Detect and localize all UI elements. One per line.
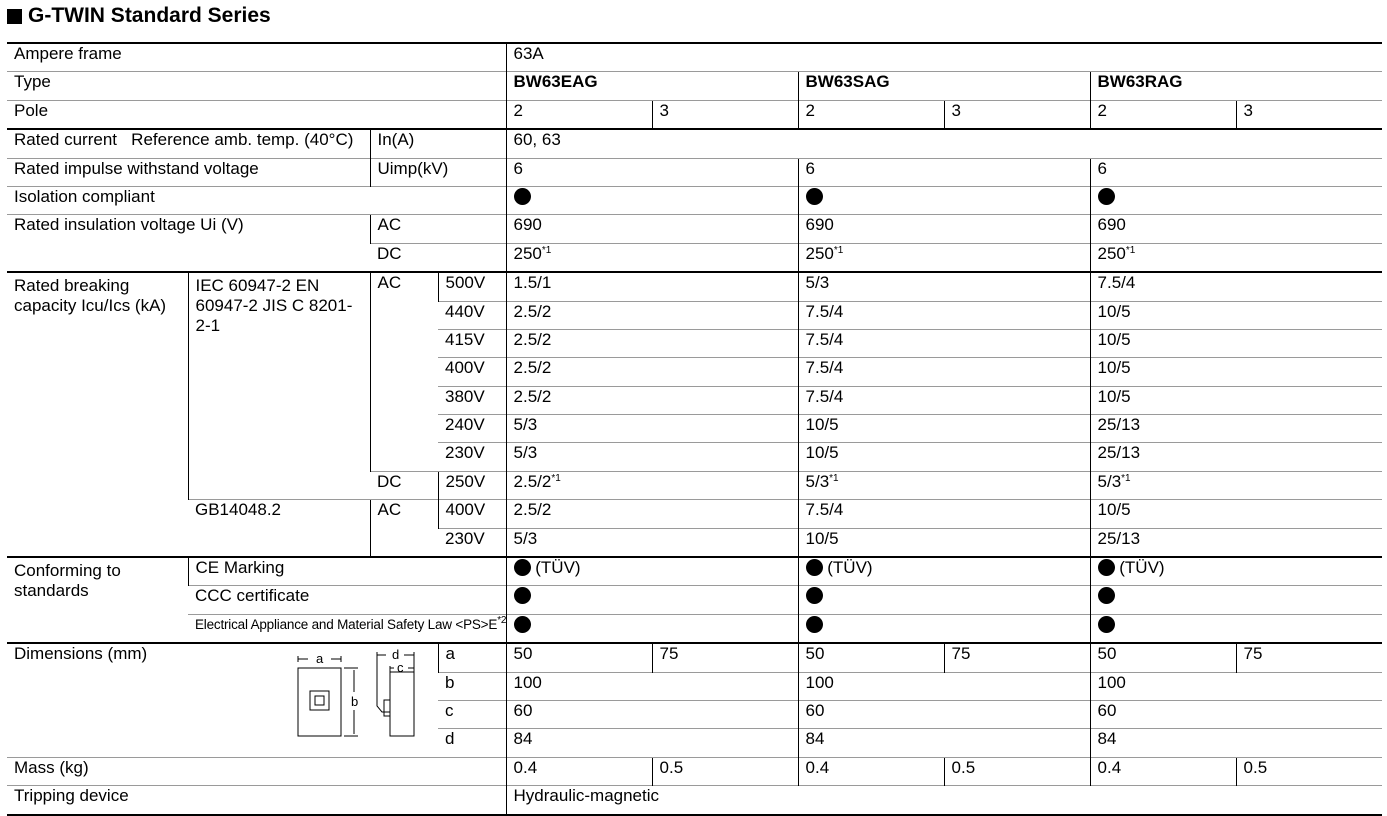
ccc-mark <box>506 586 798 614</box>
filled-circle-icon <box>806 587 823 604</box>
label-ac: AC <box>370 215 506 243</box>
dim-value: 100 <box>798 672 1090 700</box>
dim-key: c <box>438 700 506 728</box>
breaking-value: 5/3 <box>506 415 798 443</box>
dim-value: 50 <box>506 643 652 672</box>
label-ac: AC <box>370 500 438 557</box>
dim-letter: b <box>351 694 359 710</box>
breaking-value: 10/5 <box>798 528 1090 557</box>
voltage-label: 415V <box>438 329 506 357</box>
voltage-label: 230V <box>438 528 506 557</box>
pse-mark <box>798 614 1090 643</box>
breaking-value: 5/3 <box>506 443 798 471</box>
filled-circle-icon <box>1098 616 1115 633</box>
voltage-label: 400V <box>438 358 506 386</box>
breaking-value: 25/13 <box>1090 443 1382 471</box>
isolation-mark <box>1090 186 1382 214</box>
breaking-value: 10/5 <box>1090 386 1382 414</box>
label-uimp: Uimp(kV) <box>370 158 506 186</box>
dim-value: 84 <box>1090 729 1382 757</box>
footnote-mark: *2 <box>497 614 507 626</box>
footnote-mark: *1 <box>1121 472 1131 484</box>
label-conforming: Conforming to standards <box>7 557 188 643</box>
ce-mark: (TÜV) <box>506 557 798 586</box>
breaking-value: 7.5/4 <box>798 500 1090 528</box>
breaking-value: 10/5 <box>1090 329 1382 357</box>
value-tripping: Hydraulic-magnetic <box>506 786 1382 815</box>
table-row <box>7 557 1382 586</box>
label-iec-standards: IEC 60947-2 EN 60947-2 JIS C 8201-2-1 <box>188 272 370 500</box>
value-uimp: 6 <box>1090 158 1382 186</box>
label-breaking-capacity: Rated breaking capacity Icu/Ics (kA) <box>7 272 188 557</box>
value-ui-dc: 250$^{*1}$ <box>1090 243 1382 272</box>
voltage-label: 380V <box>438 386 506 414</box>
value-uimp: 6 <box>798 158 1090 186</box>
voltage-label: 230V <box>438 443 506 471</box>
pole-value: 3 <box>652 100 798 129</box>
breaking-value: 25/13 <box>1090 415 1382 443</box>
dim-letter: a <box>316 651 324 667</box>
voltage-label: 500V <box>438 272 506 301</box>
breaking-value: 5/3$^{*1}$ <box>798 471 1090 499</box>
label-tripping: Tripping device <box>7 786 506 815</box>
footnote-mark: *1 <box>829 472 839 484</box>
dim-value: 60 <box>798 700 1090 728</box>
table-row <box>7 757 1382 785</box>
title-text: G-TWIN Standard Series <box>28 4 271 27</box>
breaking-value: 7.5/4 <box>1090 272 1382 301</box>
voltage-label: 240V <box>438 415 506 443</box>
label-insulation: Rated insulation voltage Ui (V) <box>7 215 370 272</box>
breaking-value: 2.5/2 <box>506 386 798 414</box>
value-uimp: 6 <box>506 158 798 186</box>
footnote-mark: *1 <box>541 244 552 256</box>
breaking-value: 7.5/4 <box>798 358 1090 386</box>
pole-value: 2 <box>506 100 652 129</box>
breaking-value: 10/5 <box>798 443 1090 471</box>
table-row <box>7 43 1382 72</box>
dim-value: 84 <box>506 729 798 757</box>
label-in-a: In(A) <box>370 129 506 158</box>
table-row <box>7 158 1382 186</box>
breaking-value: 25/13 <box>1090 528 1382 557</box>
isolation-mark <box>798 186 1090 214</box>
model-type: BW63SAG <box>798 72 1090 100</box>
table-row <box>7 215 1382 243</box>
page-title <box>7 4 271 28</box>
ce-mark: (TÜV) <box>1090 557 1382 586</box>
dim-value: 60 <box>506 700 798 728</box>
dim-value: 100 <box>1090 672 1382 700</box>
dim-key: d <box>438 729 506 757</box>
filled-circle-icon <box>806 188 823 205</box>
breaking-value: 7.5/4 <box>798 329 1090 357</box>
filled-circle-icon <box>514 587 531 604</box>
mass-value: 0.5 <box>1236 757 1382 785</box>
dimensions-label-cell <box>7 643 438 757</box>
filled-circle-icon <box>806 559 823 576</box>
pse-mark <box>506 614 798 643</box>
label-dimensions: Dimensions (mm) <box>14 644 148 664</box>
table-row <box>7 586 1382 614</box>
footnote-mark: *1 <box>1125 244 1136 256</box>
dim-value: 84 <box>798 729 1090 757</box>
filled-circle-icon <box>1098 559 1115 576</box>
breaking-value: 10/5 <box>798 415 1090 443</box>
filled-circle-icon <box>806 616 823 633</box>
breaking-value: 10/5 <box>1090 301 1382 329</box>
breaking-value: 2.5/2 <box>506 329 798 357</box>
breaking-value: 2.5/2 <box>506 301 798 329</box>
breaking-value: 5/3$^{*1}$ <box>1090 471 1382 499</box>
breaking-value: 7.5/4 <box>798 386 1090 414</box>
mass-value: 0.4 <box>506 757 652 785</box>
value-ampere-frame: 63A <box>506 43 1382 72</box>
dim-value: 100 <box>506 672 798 700</box>
table-row <box>7 186 1382 214</box>
ccc-mark <box>798 586 1090 614</box>
breaking-value: 5/3 <box>798 272 1090 301</box>
pole-value: 3 <box>1236 100 1382 129</box>
value-ui-dc: 250$^{*1}$ <box>798 243 1090 272</box>
footnote-mark: *1 <box>833 244 844 256</box>
dim-value: 50 <box>798 643 944 672</box>
ccc-mark <box>1090 586 1382 614</box>
label-rated-current: Rated current Reference amb. temp. (40°C) <box>7 129 370 158</box>
dim-value: 75 <box>1236 643 1382 672</box>
spec-table <box>7 42 1382 816</box>
label-isolation: Isolation compliant <box>7 186 506 214</box>
pole-value: 3 <box>944 100 1090 129</box>
filled-circle-icon <box>1098 587 1115 604</box>
label-dc: DC <box>370 243 506 272</box>
label-mass: Mass (kg) <box>7 757 506 785</box>
filled-circle-icon <box>1098 188 1115 205</box>
breaking-value: 10/5 <box>1090 358 1382 386</box>
dim-value: 60 <box>1090 700 1382 728</box>
isolation-mark <box>506 186 798 214</box>
label-ac: AC <box>370 272 438 471</box>
square-bullet-icon <box>7 9 22 24</box>
pole-value: 2 <box>798 100 944 129</box>
mass-value: 0.4 <box>1090 757 1236 785</box>
breaking-value: 1.5/1 <box>506 272 798 301</box>
breaking-value: 10/5 <box>1090 500 1382 528</box>
label-ce-marking: CE Marking <box>188 557 506 586</box>
dim-key: b <box>438 672 506 700</box>
table-row <box>7 614 1382 643</box>
ce-mark: (TÜV) <box>798 557 1090 586</box>
filled-circle-icon <box>514 188 531 205</box>
voltage-label: 440V <box>438 301 506 329</box>
table-row <box>7 272 1382 301</box>
label-pse: Electrical Appliance and Material Safety Law $<PS>E^{*2}$ <box>188 614 506 643</box>
pole-value: 2 <box>1090 100 1236 129</box>
mass-value: 0.5 <box>944 757 1090 785</box>
value-ui-ac: 690 <box>506 215 798 243</box>
dim-value: 50 <box>1090 643 1236 672</box>
breaking-value: 7.5/4 <box>798 301 1090 329</box>
voltage-label: 400V <box>438 500 506 528</box>
breaking-value: 2.5/2$^{*1}$ <box>506 471 798 499</box>
table-row <box>7 100 1382 129</box>
table-row <box>7 786 1382 815</box>
dim-letter: d <box>392 647 400 663</box>
dimension-diagram <box>284 646 434 738</box>
filled-circle-icon <box>514 559 531 576</box>
label-ccc: CCC certificate <box>188 586 506 614</box>
value-ui-dc: 250$^{*1}$ <box>506 243 798 272</box>
breaking-value: 2.5/2 <box>506 358 798 386</box>
value-ui-ac: 690 <box>1090 215 1382 243</box>
label-type: Type <box>7 72 506 100</box>
value-ui-ac: 690 <box>798 215 1090 243</box>
table-row <box>7 72 1382 100</box>
model-type: BW63EAG <box>506 72 798 100</box>
label-pole: Pole <box>7 100 506 129</box>
voltage-label: 250V <box>438 471 506 499</box>
model-type: BW63RAG <box>1090 72 1382 100</box>
filled-circle-icon <box>514 616 531 633</box>
value-in-a: 60, 63 <box>506 129 1382 158</box>
label-impulse: Rated impulse withstand voltage <box>7 158 370 186</box>
mass-value: 0.5 <box>652 757 798 785</box>
dim-letter: c <box>397 660 404 676</box>
table-row <box>7 500 1382 528</box>
breaking-value: 2.5/2 <box>506 500 798 528</box>
breaking-value: 5/3 <box>506 528 798 557</box>
dim-value: 75 <box>944 643 1090 672</box>
label-dc: DC <box>370 471 438 499</box>
mass-value: 0.4 <box>798 757 944 785</box>
table-row <box>7 129 1382 158</box>
pse-mark <box>1090 614 1382 643</box>
dim-key: a <box>438 643 506 672</box>
label-ampere-frame: Ampere frame <box>7 43 506 72</box>
footnote-mark: *1 <box>551 472 561 484</box>
label-gb-standard: GB14048.2 <box>188 500 370 557</box>
table-row <box>7 643 1382 672</box>
dim-value: 75 <box>652 643 798 672</box>
